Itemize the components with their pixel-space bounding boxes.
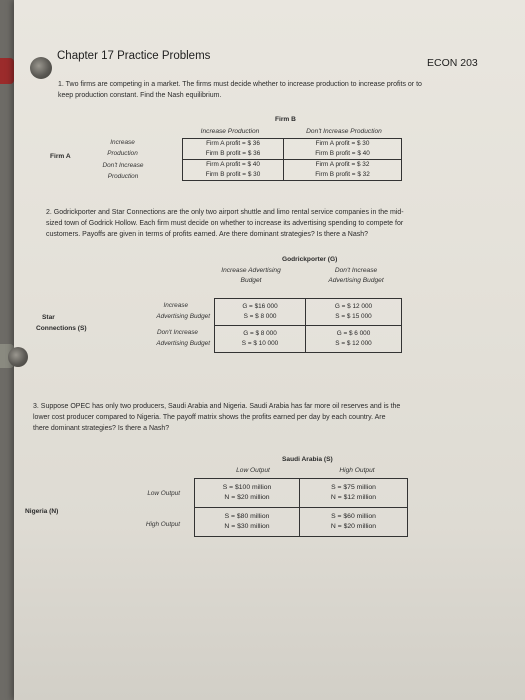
payoff-cell xyxy=(300,508,408,537)
payoff-line: S = $80 million xyxy=(224,513,270,520)
payoff-line: Firm A profit = $ 36 xyxy=(206,140,260,147)
q2-row-label xyxy=(110,327,210,349)
q1-column-player: Firm B xyxy=(275,116,296,123)
payoff-line: Firm A profit = $ 40 xyxy=(206,161,260,168)
q1-payoff-matrix xyxy=(182,138,402,181)
page-title: Chapter 17 Practice Problems xyxy=(57,50,211,62)
question-2-line: customers. Payoffs are given in terms of profits earned. Are there dominant strategies? Is there a Nash? xyxy=(46,231,369,238)
col-header-line: Budget xyxy=(240,277,262,284)
q1-col-header: Increase Production xyxy=(200,128,260,135)
q1-col-header: Don't Increase Production xyxy=(306,128,382,135)
payoff-cell xyxy=(300,479,408,508)
row-label-line: Production xyxy=(107,173,139,180)
payoff-line: G = $ 8 000 xyxy=(243,330,277,337)
row-label-line: Increase xyxy=(163,302,188,309)
q2-column-player: Godrickporter (G) xyxy=(282,256,338,263)
q1-row-label xyxy=(94,137,151,159)
q2-payoff-matrix xyxy=(214,298,402,353)
question-3-line: there dominant strategies? Is there a Nash? xyxy=(33,425,170,432)
q1-row-label xyxy=(92,160,154,182)
row-label-line: Advertising Budget xyxy=(156,313,210,320)
q3-row-label: High Output xyxy=(145,521,180,528)
question-3-line: 3. Suppose OPEC has only two producers, Saudi Arabia and Nigeria. Saudi Arabia has far more oil reserves and is the xyxy=(33,403,401,410)
payoff-line: N = $20 million xyxy=(224,494,270,501)
payoff-cell xyxy=(183,160,284,181)
payoff-line: Firm A profit = $ 30 xyxy=(315,140,370,147)
payoff-cell xyxy=(195,508,300,537)
question-3-text xyxy=(33,401,513,434)
payoff-line: S = $ 8 000 xyxy=(243,313,277,320)
row-label-line: Increase xyxy=(110,139,135,146)
col-header-line: Advertising Budget xyxy=(328,277,384,284)
payoff-line: Firm B profit = $ 30 xyxy=(205,171,261,178)
q3-col-header: Low Output xyxy=(236,467,270,474)
payoff-cell xyxy=(306,326,402,353)
payoff-line: Firm B profit = $ 36 xyxy=(205,150,261,157)
question-1-text xyxy=(58,79,518,101)
q2-col-header xyxy=(306,266,406,286)
q2-row-player xyxy=(36,312,87,334)
row-player-line: Connections (S) xyxy=(36,325,87,332)
payoff-line: S = $ 12 000 xyxy=(335,340,372,347)
question-1-line: keep production constant. Find the Nash equilibrium. xyxy=(58,92,222,99)
q3-row-label: Low Output xyxy=(147,490,180,497)
q3-row-player: Nigeria (N) xyxy=(25,508,59,515)
q1-row-player: Firm A xyxy=(50,153,71,160)
payoff-cell xyxy=(306,299,402,326)
punch-hole xyxy=(8,347,28,367)
question-1-line: 1. Two firms are competing in a market. The firms must decide whether to increase production to increase profits or to xyxy=(58,81,422,88)
q2-row-label xyxy=(110,300,210,322)
row-label-line: Advertising Budget xyxy=(156,340,210,347)
payoff-line: S = $75 million xyxy=(331,484,376,491)
q3-col-header: High Output xyxy=(339,467,375,474)
q3-column-player: Saudi Arabia (S) xyxy=(282,456,333,463)
col-header-line: Don't Increase xyxy=(334,267,378,274)
payoff-line: N = $20 million xyxy=(330,523,377,530)
row-label-line: Don't Increase xyxy=(156,329,198,336)
payoff-line: S = $ 15 000 xyxy=(335,313,372,320)
payoff-line: G = $ 6 000 xyxy=(336,330,371,337)
punch-hole xyxy=(30,57,52,79)
payoff-cell xyxy=(284,139,402,160)
payoff-cell xyxy=(215,299,306,326)
payoff-line: N = $12 million xyxy=(330,494,377,501)
payoff-line: S = $60 million xyxy=(331,513,376,520)
payoff-cell xyxy=(284,160,402,181)
payoff-line: Firm A profit = $ 32 xyxy=(315,161,370,168)
payoff-cell xyxy=(215,326,306,353)
payoff-line: Firm B profit = $ 32 xyxy=(315,171,370,178)
question-2-line: sized town of Godrick Hollow. Each firm must decide on whether to increase its advertising spending to compete for xyxy=(46,220,404,227)
worksheet-page xyxy=(14,0,525,700)
payoff-line: N = $30 million xyxy=(224,523,270,530)
binder-tab xyxy=(0,58,14,84)
payoff-line: Firm B profit = $ 40 xyxy=(315,150,370,157)
col-header-line: Increase Advertising xyxy=(221,267,281,274)
row-label-line: Don't Increase xyxy=(102,162,144,169)
payoff-line: S = $100 million xyxy=(222,484,272,491)
payoff-cell xyxy=(195,479,300,508)
row-player-line: Star xyxy=(42,314,55,321)
payoff-line: G = $16 000 xyxy=(242,303,278,310)
question-3-line: lower cost producer compared to Nigeria. The payoff matrix shows the profits earned per day by each country. Are xyxy=(33,414,386,421)
question-2-text xyxy=(46,207,511,240)
payoff-line: G = $ 12 000 xyxy=(334,303,373,310)
payoff-cell xyxy=(183,139,284,160)
question-2-line: 2. Godrickporter and Star Connections are the only two airport shuttle and limo rental service companies in the mid- xyxy=(46,209,404,216)
q3-payoff-matrix xyxy=(194,478,408,537)
row-label-line: Production xyxy=(107,150,138,157)
payoff-line: S = $ 10 000 xyxy=(241,340,279,347)
q2-col-header xyxy=(204,266,298,286)
course-code: ECON 203 xyxy=(427,57,478,69)
